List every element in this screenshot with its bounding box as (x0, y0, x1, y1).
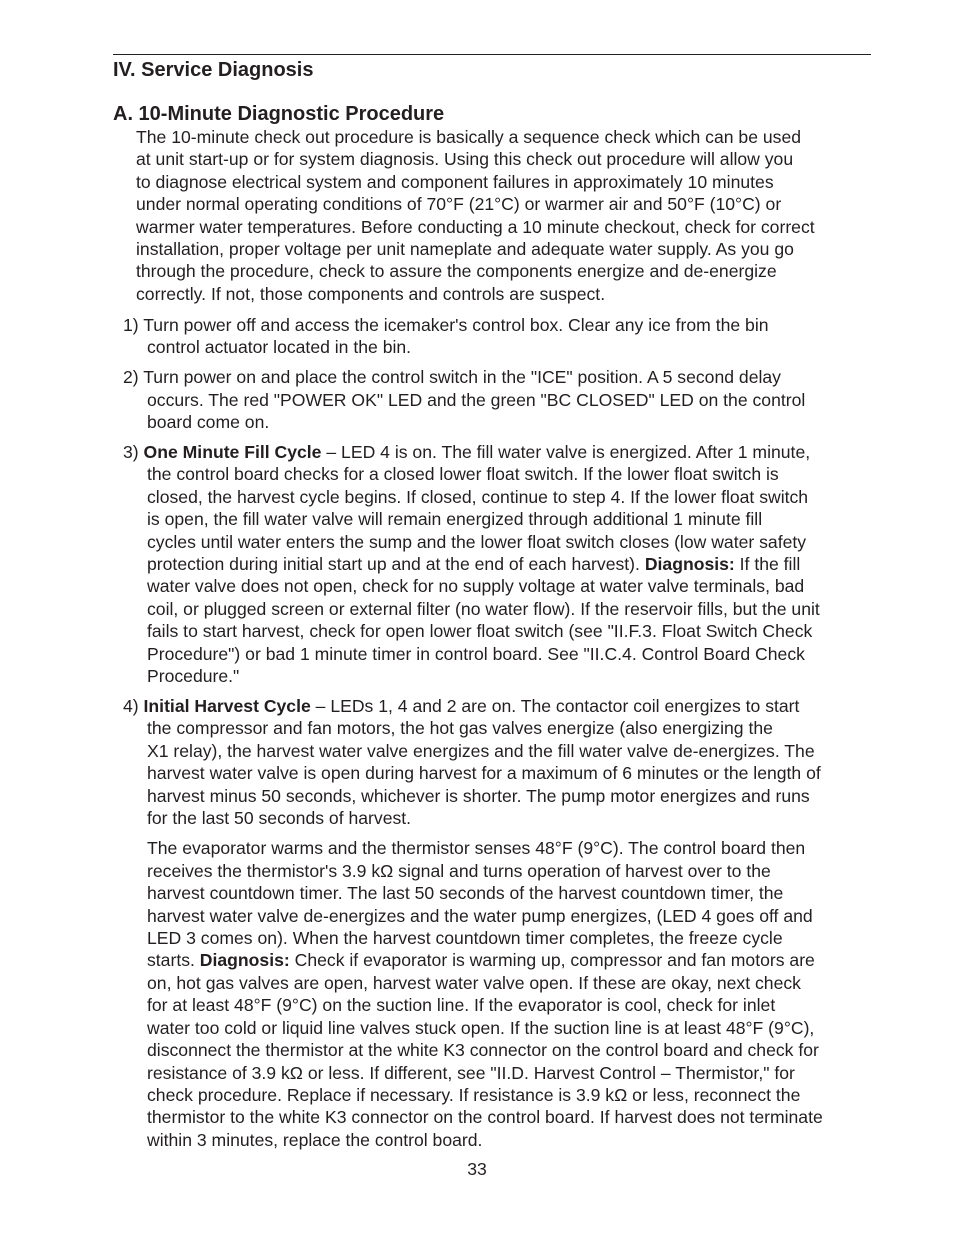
text-line (123, 486, 883, 508)
bold-text: Diagnosis: (644, 554, 735, 575)
bold-text: Diagnosis: (199, 950, 290, 971)
text-line (123, 1106, 883, 1128)
text-line (123, 785, 883, 807)
subsection-title: A. 10-Minute Diagnostic Procedure (113, 103, 445, 125)
text-run: disconnect the thermistor at the white K3 connector on the control board and check for (147, 1040, 819, 1061)
text-run: Procedure") or bad 1 minute timer in control board. See "II.C.4. Control Board Check (147, 643, 805, 664)
text-line (123, 949, 883, 971)
text-line (123, 807, 883, 829)
text-line (123, 643, 883, 665)
text-run: If the fill (734, 554, 801, 575)
text-line (123, 336, 883, 358)
text-line (123, 598, 883, 620)
text-run: resistance of 3.9 kΩ or less. If different, see "II.D. Harvest Control – Thermistor," for (147, 1062, 795, 1083)
text-run: harvest countdown timer. The last 50 seconds of the harvest countdown timer, the (147, 883, 784, 904)
step-3 (123, 441, 883, 687)
text-line (123, 994, 883, 1016)
text-run: 3) (123, 442, 144, 463)
step-1 (123, 314, 883, 359)
section-title: IV. Service Diagnosis (113, 59, 314, 81)
text-line (123, 508, 883, 530)
text-run: control actuator located in the bin. (147, 337, 412, 358)
text-run: cycles until water enters the sump and the lower float switch closes (low water safety (147, 531, 807, 552)
text-run: X1 relay), the harvest water valve energizes and the fill water valve de-energizes. The (147, 740, 815, 761)
text-line (123, 389, 883, 411)
text-run: for at least 48°F (9°C) on the suction line. If the evaporator is cool, check for inlet (147, 995, 776, 1016)
text-line (123, 411, 883, 433)
text-run: the control board checks for a closed lower float switch. If the lower float switch is (147, 464, 779, 485)
text-run: receives the thermistor's 3.9 kΩ signal and turns operation of harvest over to the (147, 860, 771, 881)
text-line (123, 860, 883, 882)
text-run: – LED 4 is on. The fill water valve is energized. After 1 minute, (321, 442, 811, 463)
text-line (123, 695, 883, 717)
text-run: – LEDs 1, 4 and 2 are on. The contactor coil energizes to start (310, 696, 800, 716)
text-run: 4) (123, 696, 144, 716)
intro-line: warmer water temperatures. Before conducting a 10 minute checkout, check for correct (136, 216, 815, 237)
text-line (123, 665, 883, 687)
procedure-steps (123, 314, 883, 1159)
text-line (123, 1129, 883, 1151)
step-4-paragraph-2 (123, 837, 883, 1151)
text-line (123, 717, 883, 739)
page-number: 33 (467, 1159, 487, 1179)
intro-line: installation, proper voltage per unit nameplate and adequate water supply. As you go (136, 239, 794, 260)
bold-text: Initial Harvest Cycle (143, 696, 311, 716)
text-line (123, 441, 883, 463)
text-run: check procedure. Replace if necessary. If resistance is 3.9 kΩ or less, reconnect the (147, 1084, 801, 1105)
text-line (123, 531, 883, 553)
text-run: is open, the fill water valve will remain energized through additional 1 minute fill (147, 509, 763, 530)
text-line (123, 553, 883, 575)
intro-line: through the procedure, check to assure the components energize and de-energize (136, 261, 777, 282)
text-run: harvest water valve de-energizes and the water pump energizes, (LED 4 goes off and (147, 905, 813, 926)
text-line (123, 762, 883, 784)
text-line (123, 972, 883, 994)
text-run: coil, or plugged screen or external filter (no water flow). If the reservoir fills, but the unit (147, 598, 820, 619)
text-line (123, 620, 883, 642)
text-line (123, 927, 883, 949)
text-line (123, 1084, 883, 1106)
text-line (123, 314, 883, 336)
text-run: fails to start harvest, check for open lower float switch (see "II.F.3. Float Switch Check (147, 621, 813, 642)
bold-text: One Minute Fill Cycle (143, 442, 322, 463)
text-line (123, 1017, 883, 1039)
text-run: 1) Turn power off and access the icemaker's control box. Clear any ice from the bin (123, 315, 769, 335)
text-run: water too cold or liquid line valves stuck open. If the suction line is at least 48°F (9°C), (147, 1017, 815, 1038)
text-line (123, 882, 883, 904)
text-run: 2) Turn power on and place the control switch in the "ICE" position. A 5 second delay (123, 367, 781, 388)
text-line (123, 463, 883, 485)
step-2 (123, 366, 883, 433)
text-line (123, 1062, 883, 1084)
intro-line: The 10-minute check out procedure is basically a sequence check which can be used (136, 127, 802, 147)
text-line (123, 366, 883, 388)
text-run: occurs. The red "POWER OK" LED and the green "BC CLOSED" LED on the control (147, 389, 806, 410)
text-line (123, 740, 883, 762)
intro-line: to diagnose electrical system and component failures in approximately 10 minutes (136, 171, 774, 192)
text-run: board come on. (147, 412, 270, 433)
text-run: on, hot gas valves are open, harvest water valve open. If these are okay, next check (147, 972, 801, 993)
step-4 (123, 695, 883, 1151)
text-line (123, 575, 883, 597)
text-run: water valve does not open, check for no supply voltage at water valve terminals, bad (147, 576, 805, 597)
intro-paragraph (136, 126, 876, 305)
header-rule (113, 54, 871, 55)
text-run: closed, the harvest cycle begins. If closed, continue to step 4. If the lower float switch (147, 486, 809, 507)
intro-line: under normal operating conditions of 70°F (21°C) or warmer air and 50°F (10°C) or (136, 194, 782, 215)
text-line (123, 1039, 883, 1061)
text-run: for the last 50 seconds of harvest. (147, 808, 412, 829)
text-line (123, 905, 883, 927)
text-run: harvest minus 50 seconds, whichever is shorter. The pump motor energizes and runs (147, 785, 810, 806)
text-run: Procedure." (147, 666, 240, 687)
text-run: protection during initial start up and at the end of each harvest). (147, 554, 645, 575)
text-line (123, 837, 883, 859)
text-run: Check if evaporator is warming up, compressor and fan motors are (289, 950, 815, 971)
text-run: LED 3 comes on). When the harvest countdown timer completes, the freeze cycle (147, 928, 783, 949)
text-run: thermistor to the white K3 connector on the control board. If harvest does not terminate (147, 1107, 823, 1128)
intro-line: correctly. If not, those components and controls are suspect. (136, 283, 606, 304)
text-run: within 3 minutes, replace the control board. (147, 1129, 483, 1150)
intro-line: at unit start-up or for system diagnosis. Using this check out procedure will allow you (136, 149, 794, 170)
text-run: The evaporator warms and the thermistor senses 48°F (9°C). The control board then (147, 838, 806, 859)
text-run: starts. (147, 950, 200, 971)
text-run: harvest water valve is open during harvest for a maximum of 6 minutes or the length of (147, 763, 821, 784)
text-run: the compressor and fan motors, the hot gas valves energize (also energizing the (147, 718, 773, 739)
